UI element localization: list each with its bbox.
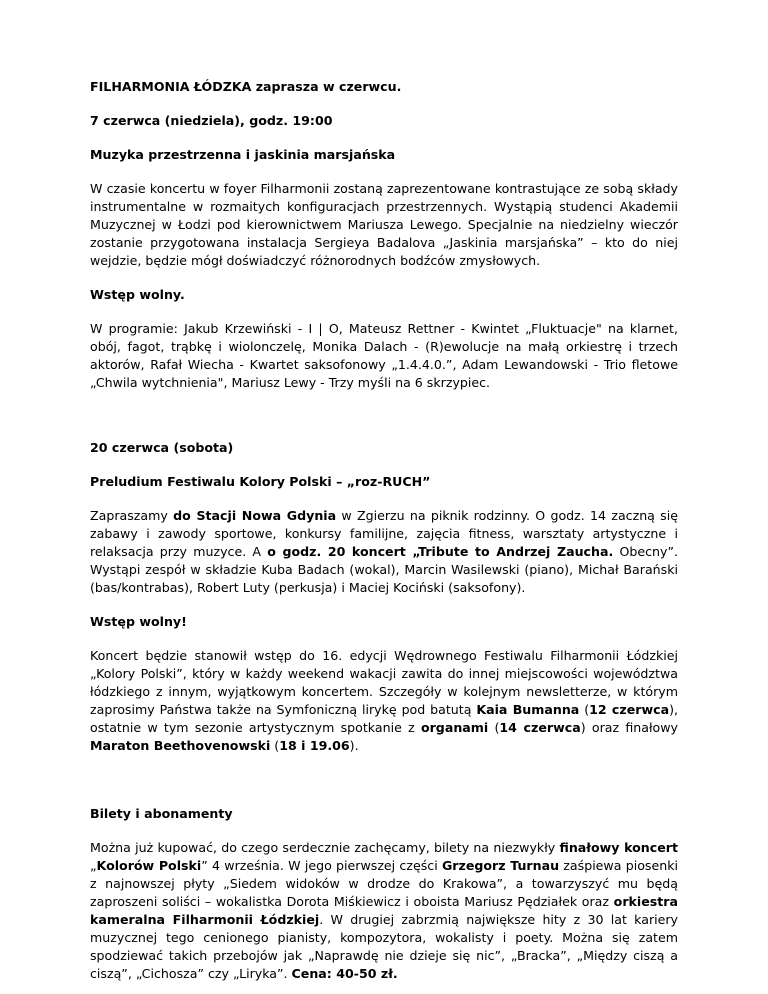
event1-date: 7 czerwca (niedziela), godz. 19:00 [90,113,333,128]
tickets-description: Można już kupować, do czego serdecznie zachęcamy, bilety na niezwykły finałowy koncert „Kolorów Polski” 4 września. W jego pierwszej części Grzegorz Turnau zaśpiewa piosenki z najnowszej płyty „Siedem widoków w drodze do Krakowa”, a towarzyszyć mu będą zaproszeni soliści – wokalistka Dorota Miśkiewicz i oboista Mariusz Pędziałek oraz orkiestra kameralna Filharmonii Łódzkiej. W drugiej zabrzmią największe hity z 30 lat kariery muzycznej tego cenionego pianisty, kompozytora, wokalisty i poety. Można się zatem spodziewać takich przebojów jak „Naprawdę nie dzieje się nic”, „Bracka”, „Między ciszą a ciszą”, „Cichosza” czy „Liryka”. Cena: 40-50 zł. [90,840,678,981]
document-title: FILHARMONIA ŁÓDZKA zaprasza w czerwcu. [90,79,402,94]
event2-date: 20 czerwca (sobota) [90,440,234,455]
event1-entry: Wstęp wolny. [90,287,185,302]
event1-description: W czasie koncertu w foyer Filharmonii zostaną zaprezentowane kontrastujące ze sobą składy instrumentalne w rozmaitych konfiguracjach przestrzennych. Wystąpią studenci Akademii Muzycznej w Łodzi pod kierownictwem Mariusza Lewego. Specjalnie na niedzielny wieczór zostanie przygotowana instalacja Sergieya Badalova „Jaskinia marsjańska” – kto do niej wejdzie, będzie mógł doświadczyć różnorodnych bodźców zmysłowych. [90,181,678,268]
event1-heading: Muzyka przestrzenna i jaskinia marsjańska [90,147,396,162]
document-page [90,78,678,983]
tickets-heading: Bilety i abonamenty [90,806,233,821]
event2-festival-info: Koncert będzie stanowił wstęp do 16. edycji Wędrownego Festiwalu Filharmonii Łódzkiej „Kolory Polski”, który w każdy weekend wakacji zawita do innej miejscowości województwa łódzkiego z innym, wyjątkowym koncertem. Szczegóły w kolejnym newsletterze, w którym zaprosimy Państwa także na Symfoniczną lirykę pod batutą Kaia Bumanna (12 czerwca), ostatnie w tym sezonie artystycznym spotkanie z organami (14 czerwca) oraz finałowy Maraton Beethovenowski (18 i 19.06). [90,648,678,753]
event2-entry: Wstęp wolny! [90,614,187,629]
event2-heading: Preludium Festiwalu Kolory Polski – „roz-RUCH” [90,474,431,489]
event1-program: W programie: Jakub Krzewiński - I | O, Mateusz Rettner - Kwintet „Fluktuacje" na klarnet, obój, fagot, trąbkę i wiolonczelę, Monika Dalach - (R)ewolucje na małą orkiestrę i trzech aktorów, Rafał Wiecha - Kwartet saksofonowy „1.4.4.0.”, Adam Lewandowski - Trio fletowe „Chwila wytchnienia", Mariusz Lewy - Trzy myśli na 6 skrzypiec. [90,321,678,390]
event2-description: Zapraszamy do Stacji Nowa Gdynia w Zgierzu na piknik rodzinny. O godz. 14 zaczną się zabawy i zawody sportowe, konkursy familijne, zajęcia fitness, warsztaty artystyczne i relaksacja przy muzyce. A o godz. 20 koncert „Tribute to Andrzej Zaucha. Obecny”. Wystąpi zespół w składzie Kuba Badach (wokal), Marcin Wasilewski (piano), Michał Barański (bas/kontrabas), Robert Luty (perkusja) i Maciej Kociński (saksofony). [90,508,678,595]
